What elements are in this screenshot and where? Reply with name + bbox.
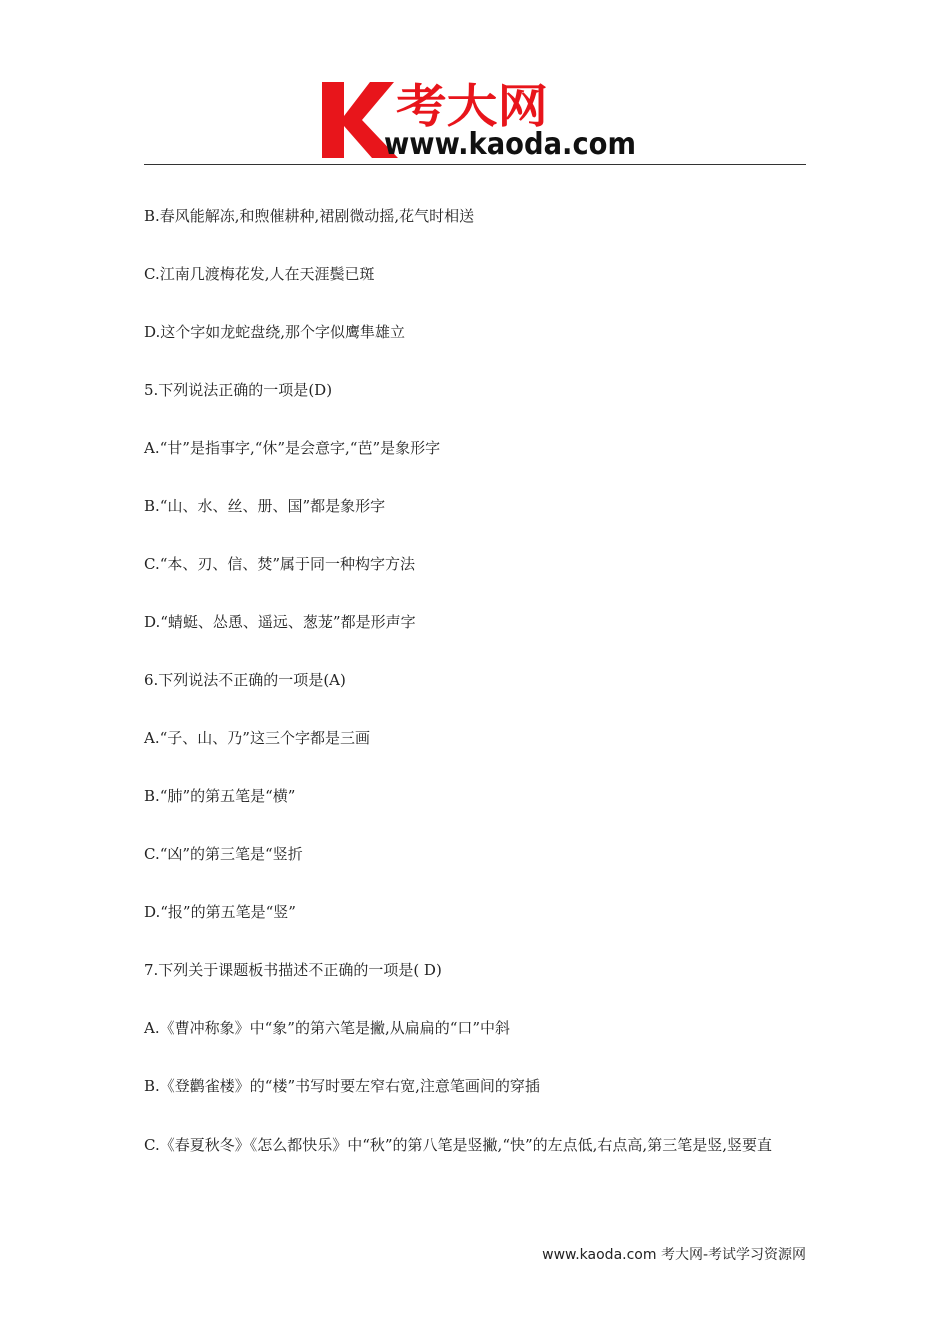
q7-option-b: B.《登鹳雀楼》的“楼”书写时要左窄右宽,注意笔画间的穿插 bbox=[144, 1077, 540, 1095]
q7-option-c: C.《春夏秋冬》《怎么都快乐》中“秋”的第八笔是竖撇,“快”的左点低,右点高,第三笔是竖,竖要直 bbox=[144, 1136, 772, 1154]
logo-name: 考大网 bbox=[396, 79, 548, 133]
option-d: D.这个字如龙蛇盘绕,那个字似鹰隼雄立 bbox=[144, 323, 406, 341]
q6-option-b: B.“肺”的第五笔是“横” bbox=[144, 787, 296, 805]
q5-option-b: B.“山、水、丝、册、国”都是象形字 bbox=[144, 497, 386, 515]
q6-option-d: D.“报”的第五笔是“竖” bbox=[144, 903, 296, 921]
option-b: B.春风能解冻,和煦催耕种,裙剧微动摇,花气时相送 bbox=[144, 207, 475, 225]
option-c: C.江南几渡梅花发,人在天涯鬓已斑 bbox=[144, 265, 375, 283]
q5-option-a: A.“甘”是指事字,“休”是会意字,“芭”是象形字 bbox=[144, 439, 441, 457]
question-5: 5.下列说法正确的一项是(D) bbox=[144, 381, 333, 399]
header-rule bbox=[144, 164, 806, 165]
question-7: 7.下列关于课题板书描述不正确的一项是( D) bbox=[144, 961, 442, 979]
kaoda-logo bbox=[318, 78, 638, 162]
q6-option-a: A.“子、山、乃”这三个字都是三画 bbox=[144, 729, 370, 747]
q5-option-d: D.“蜻蜓、怂恿、遥远、葱茏”都是形声字 bbox=[144, 613, 416, 631]
q5-option-c: C.“本、刃、信、焚”属于同一种构字方法 bbox=[144, 555, 416, 573]
q6-option-c: C.“凶”的第三笔是“竖折 bbox=[144, 845, 303, 863]
question-6: 6.下列说法不正确的一项是(A) bbox=[144, 671, 346, 689]
page-footer: www.kaoda.com 考大网-考试学习资源网 bbox=[542, 1247, 806, 1263]
q7-option-a: A.《曹冲称象》中“象”的第六笔是撇,从扁扁的“口”中斜 bbox=[144, 1019, 511, 1037]
logo-url: www.kaoda.com bbox=[384, 127, 636, 162]
